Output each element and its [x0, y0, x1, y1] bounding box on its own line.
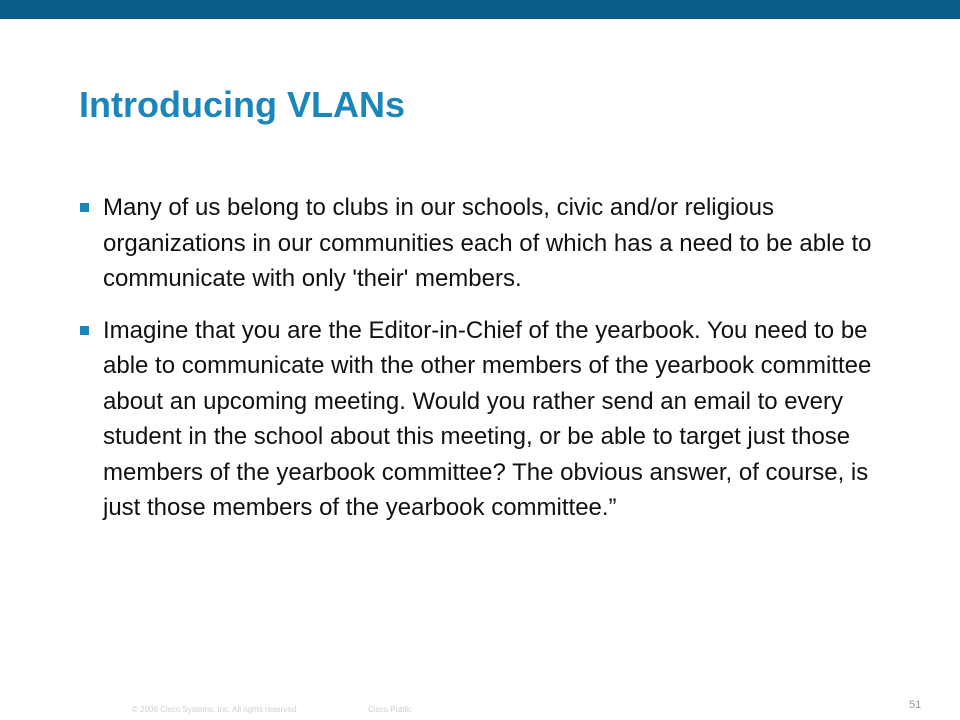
- footer-classification: Cisco Public: [368, 705, 413, 714]
- footer-copyright: © 2006 Cisco Systems, Inc. All rights reserved.: [132, 705, 299, 714]
- square-bullet-icon: [80, 326, 89, 335]
- bullet-item: [79, 190, 899, 297]
- square-bullet-icon: [80, 203, 89, 212]
- bullet-text: Many of us belong to clubs in our schools, civic and/or religious organizations in our communities each of which has a need to be able to communicate with only 'their' members.: [103, 194, 872, 292]
- bullet-item: [79, 313, 899, 526]
- bullet-text: Imagine that you are the Editor-in-Chief of the yearbook. You need to be able to communicate with the other members of the yearbook committee about an upcoming meeting. Would you rather send an email to every student in the school about this meeting, or be able to target just those members of the yearbook committee? The obvious answer, of course, is just those members of the yearbook committee.”: [103, 316, 872, 521]
- page-number: 51: [909, 699, 922, 711]
- slide-title: Introducing VLANs: [79, 84, 405, 125]
- top-banner-bar: [0, 0, 960, 19]
- bullet-list: [79, 190, 899, 542]
